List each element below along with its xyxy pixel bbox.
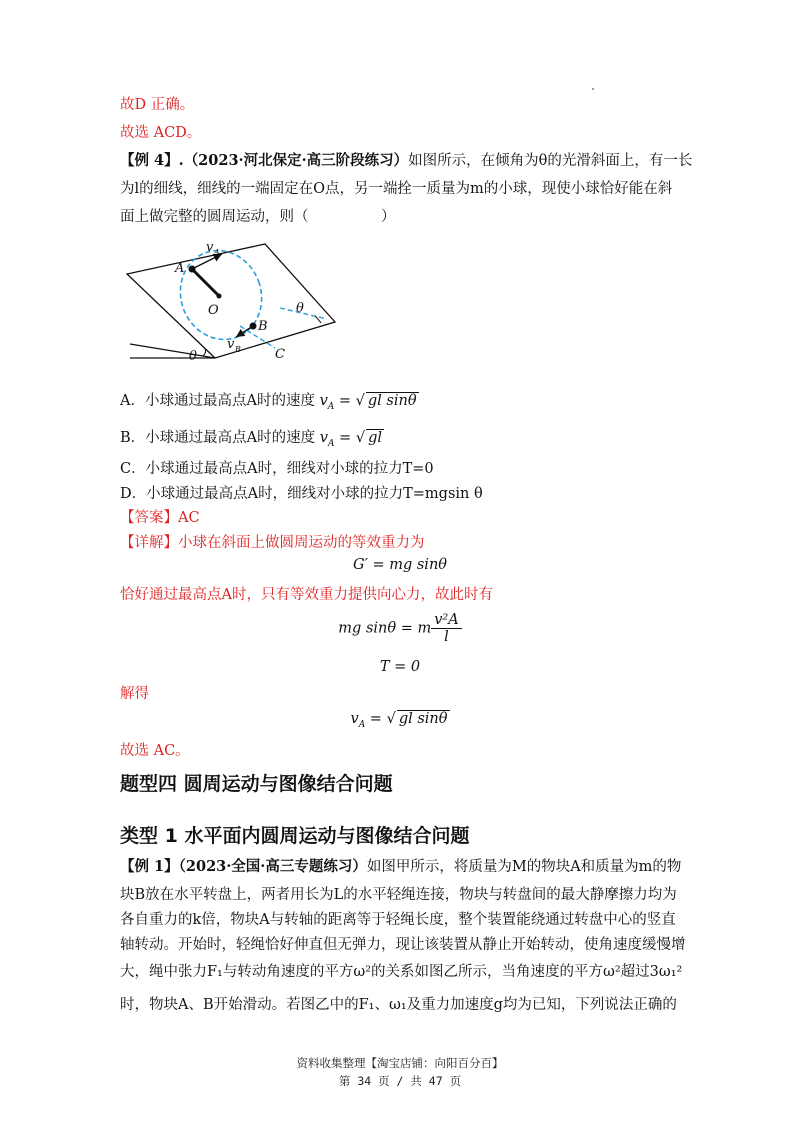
example-1-line1: 【例 1】（2023·全国·高三专题练习）如图甲所示，将质量为M的物块A和质量为m的物 [120,858,682,875]
example-1-line6: 时，物块A、B开始滑动。若图乙中的F₁、ω₁及重力加速度g均为已知，下列说法正确的 [120,997,677,1013]
option-c[interactable]: C．小球通过最高点A时，细线对小球的拉力T=0 [120,461,434,477]
option-b[interactable] [120,426,384,449]
example-1-line5: 大，绳中张力F₁与转动角速度的平方ω²的关系如图乙所示，当角速度的平方ω²超过3ω₁² [120,964,683,980]
text-line-d-correct: 故D 正确。 [120,97,195,113]
label-va-sub: A [214,248,220,257]
example-1-source: （2023·全国·高三专题练习） [178,858,367,875]
text-line-choose-acd: 故选 ACD。 [120,125,202,141]
example-1-line2: 块B放在水平转盘上，两者用长为L的水平轻绳连接，物块与转盘间的最大静摩擦力均为 [120,887,677,903]
example-4-question-line3: 面上做完整的圆周运动，则（ ） [120,209,396,225]
option-b-text: B．小球通过最高点A时的速度 [120,430,316,446]
label-vb: v [227,337,235,352]
section-heading-type-four: 题型四 圆周运动与图像结合问题 [120,773,393,795]
label-theta-lower: θ [189,349,197,364]
answer-detail: 【详解】小球在斜面上做圆周运动的等效重力为 [120,535,425,551]
velocity-arrow-b [236,326,253,337]
angle-arc-lower [203,349,206,356]
example-4-source: （2023·河北保定·高三阶段练习） [183,152,409,169]
answer-line-centripetal: 恰好通过最高点A时，只有等效重力提供向心力，故此时有 [120,587,493,603]
example-1-line4: 轴转动。开始时，轻绳恰好伸直但无弹力，现让该装置从静止开始转动，使角速度缓慢增 [120,937,686,953]
point-o [217,294,222,299]
incline-circle-figure [115,230,345,375]
example-4-question-line2: 为l的细线，细线的一端固定在O点，另一端拴一质量为m的小球，现使小球恰好能在斜 [120,181,673,197]
example-4-question-line1 [120,151,692,171]
label-va: v [206,240,214,255]
label-a: A [175,261,185,276]
equation-tension-zero: T = 0 [379,659,421,675]
answer-solve-label: 解得 [120,686,149,702]
example-1-line3: 各自重力的k倍，物块A与转轴的距离等于轻绳长度，整个装置能绕通过转盘中心的竖直 [120,912,676,928]
equation-effective-gravity: G′ = mg sinθ [352,557,448,573]
option-a[interactable] [120,389,419,412]
label-b: B [258,319,268,334]
option-d[interactable]: D．小球通过最高点A时，细线对小球的拉力T=mgsin θ [120,486,483,502]
option-b-formula: $v_A$ = √ gl [319,430,382,449]
equation-centripetal: mg sinθ = m $\frac{\text{v²A}}{l}$ [120,612,680,645]
example-4-text1: 如图所示，在倾角为θ的光滑斜面上，有一长 [408,153,693,169]
option-a-text: A．小球通过最高点A时的速度 [120,393,315,409]
page-speck [592,88,594,90]
fraction-va2-over-l: $\frac{\text{v²A}}{l}$ [431,612,461,645]
equation-velocity-result: $v_A$ = √ gl sinθ [350,711,448,730]
answer-label: 【答案】AC [120,510,200,526]
label-c: C [275,347,285,362]
example-4-tag: 【例 4】. [120,152,184,169]
string-a-to-o [192,269,219,296]
example-1-tag: 【例 1】 [120,858,179,875]
section-heading-category-1: 类型 1 水平面内圆周运动与图像结合问题 [120,825,470,847]
label-theta-right: θ [296,301,304,316]
label-vb-sub: B [235,345,241,354]
option-a-formula: $v_A$ = √ gl sinθ [319,393,417,412]
footer-source: 资料收集整理【淘宝店铺：向阳百分百】 [296,1056,504,1070]
label-o: O [208,303,219,318]
footer-page-number: 第 34 页 / 共 47 页 [338,1074,462,1088]
answer-final: 故选 AC。 [120,743,190,759]
